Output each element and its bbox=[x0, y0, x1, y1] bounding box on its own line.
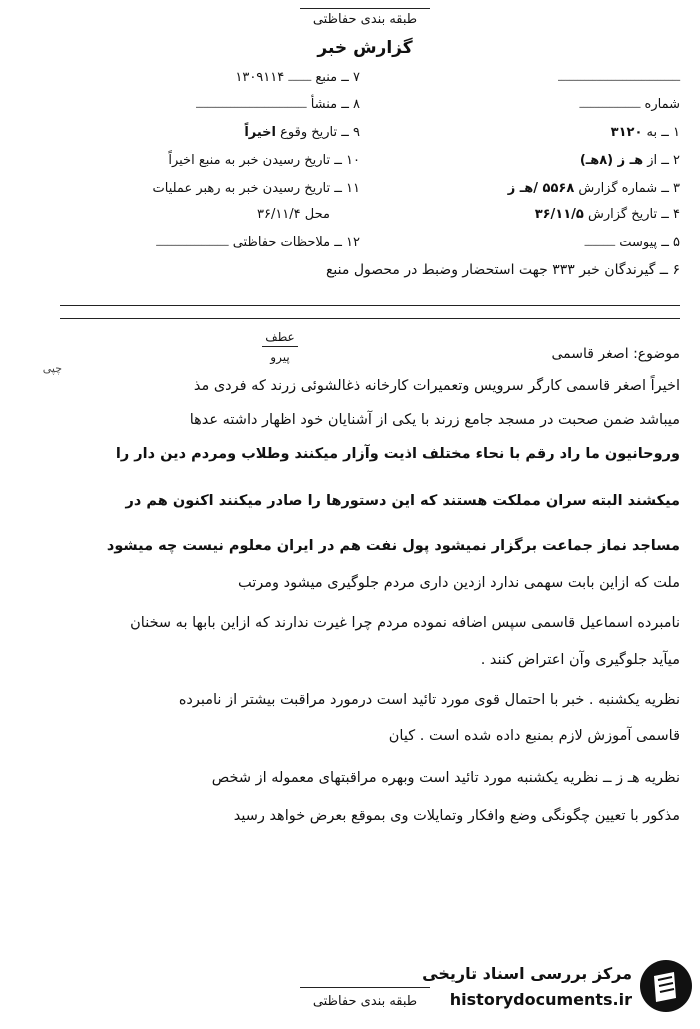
separator-rule-1 bbox=[60, 305, 680, 306]
body-line-5: مساجد نماز جماعت برگزار نمیشود پول نفت هم در ایران معلوم نیست چه میشود bbox=[106, 538, 680, 554]
field-number: شماره ــــــــــــــــ bbox=[579, 97, 680, 112]
field-source: ۷ ــ منبع ــــــ ۱۳۰۹۱۱۴ bbox=[235, 70, 360, 85]
field-receipt-date-leader: ۱۱ ــ تاریخ رسیدن خبر به رهبر عملیات bbox=[152, 181, 360, 196]
assessment-line-2: قاسمی آموزش لازم بمنبع داده شده است . کیان bbox=[388, 728, 680, 744]
atf-label: عطف bbox=[265, 330, 295, 344]
archive-logo bbox=[412, 960, 692, 1020]
report-title: گزارش خبر bbox=[317, 38, 413, 58]
field-report-number: ۳ ــ شماره گزارش ۵۵۶۸ /هـ ز bbox=[507, 181, 680, 196]
body-line-1: اخیراً اصغر قاسمی کارگر سرویس وتعمیرات کارخانه ذغالشوئی زرند که فردی مذ bbox=[193, 378, 680, 394]
assessment-line-4: مذکور با تعیین چگونگی وضع وافکار وتمایلات وی بموقع بعرض خواهد رسید bbox=[233, 808, 680, 824]
classification-top: طبقه بندی حفاظتی bbox=[312, 12, 418, 27]
field-origin: ۸ ــ منشأ ـــــــــــــــــــــــــــــ bbox=[196, 97, 360, 112]
archive-logo-title: مرکز بررسی اسناد تاریخی bbox=[422, 964, 632, 983]
field-receipt-date-source: ۱۰ ــ تاریخ رسیدن خبر به منبع اخیراً bbox=[168, 153, 360, 168]
field-to: ۱ ــ به ۳۱۲۰ bbox=[610, 125, 680, 140]
classification-bottom: طبقه بندی حفاظتی bbox=[312, 994, 418, 1009]
atf-divider bbox=[262, 346, 298, 347]
body-line-7: نامبرده اسماعیل قاسمی سپس اضافه نموده مردم چرا غیرت ندارند که ازاین بابها به سخنان bbox=[130, 615, 680, 631]
field-report-date: ۴ ــ تاریخ گزارش ۳۶/۱۱/۵ bbox=[534, 207, 680, 222]
body-line-3: وروحانیون ما راد رقم با نحاء مختلف اذیت وآزار میکنند وطلاب ومردم دین دار را bbox=[115, 446, 680, 462]
bottom-rule bbox=[300, 987, 430, 988]
archive-logo-icon bbox=[640, 960, 692, 1012]
separator-rule-2 bbox=[60, 318, 680, 319]
field-attachment: ۵ ــ پیوست ــــــــ bbox=[584, 235, 680, 250]
archive-logo-url: historydocuments.ir bbox=[449, 990, 632, 1009]
field-occurrence-date: ۹ ــ تاریخ وقوع اخیراً bbox=[244, 125, 360, 140]
body-line-4: میکشند البته سران مملکت هستند که این دستورها را صادر میکنند اکنون هم در bbox=[125, 493, 680, 509]
body-line-6: ملت که ازاین بابت سهمی ندارد ازدین داری مردم جلوگیری میشود ومرتب bbox=[237, 575, 680, 591]
field-from: ۲ ــ از هـ ز (۸هـ) bbox=[579, 153, 680, 168]
subject-line: موضوع: اصغر قاسمی bbox=[551, 346, 680, 362]
assessment-line-1: نظریه یکشنبه . خبر با احتمال قوی مورد تائید است درمورد مراقبت بیشتر از نامبرده bbox=[178, 692, 680, 708]
recipients-line: ۶ ــ گیرندگان خبر ۳۳۳ جهت استحضار وضبط در محصول منبع bbox=[325, 262, 680, 278]
body-line-2: میباشد ضمن صحبت در مسجد جامع زرند با یکی از آشنایان خود اظهار داشته عدها bbox=[189, 412, 680, 428]
field-header-row: ــــــــــــــــــــــــــــــــ bbox=[558, 70, 680, 85]
body-line-8: میآید جلوگیری وآن اعتراض کنند . bbox=[480, 652, 680, 668]
peiro-label: پیرو bbox=[270, 350, 290, 364]
field-security-notes: ۱۲ ــ ملاحظات حفاظتی ـــــــــــــــــــ bbox=[156, 235, 360, 250]
top-rule bbox=[300, 8, 430, 9]
field-place: محل ۳۶/۱۱/۴ bbox=[256, 207, 330, 222]
margin-note: چپی bbox=[42, 362, 62, 375]
assessment-line-3: نظریه هـ ز ــ نظریه یکشنبه مورد تائید است وبهره مراقبتهای معموله از شخص bbox=[211, 770, 680, 786]
